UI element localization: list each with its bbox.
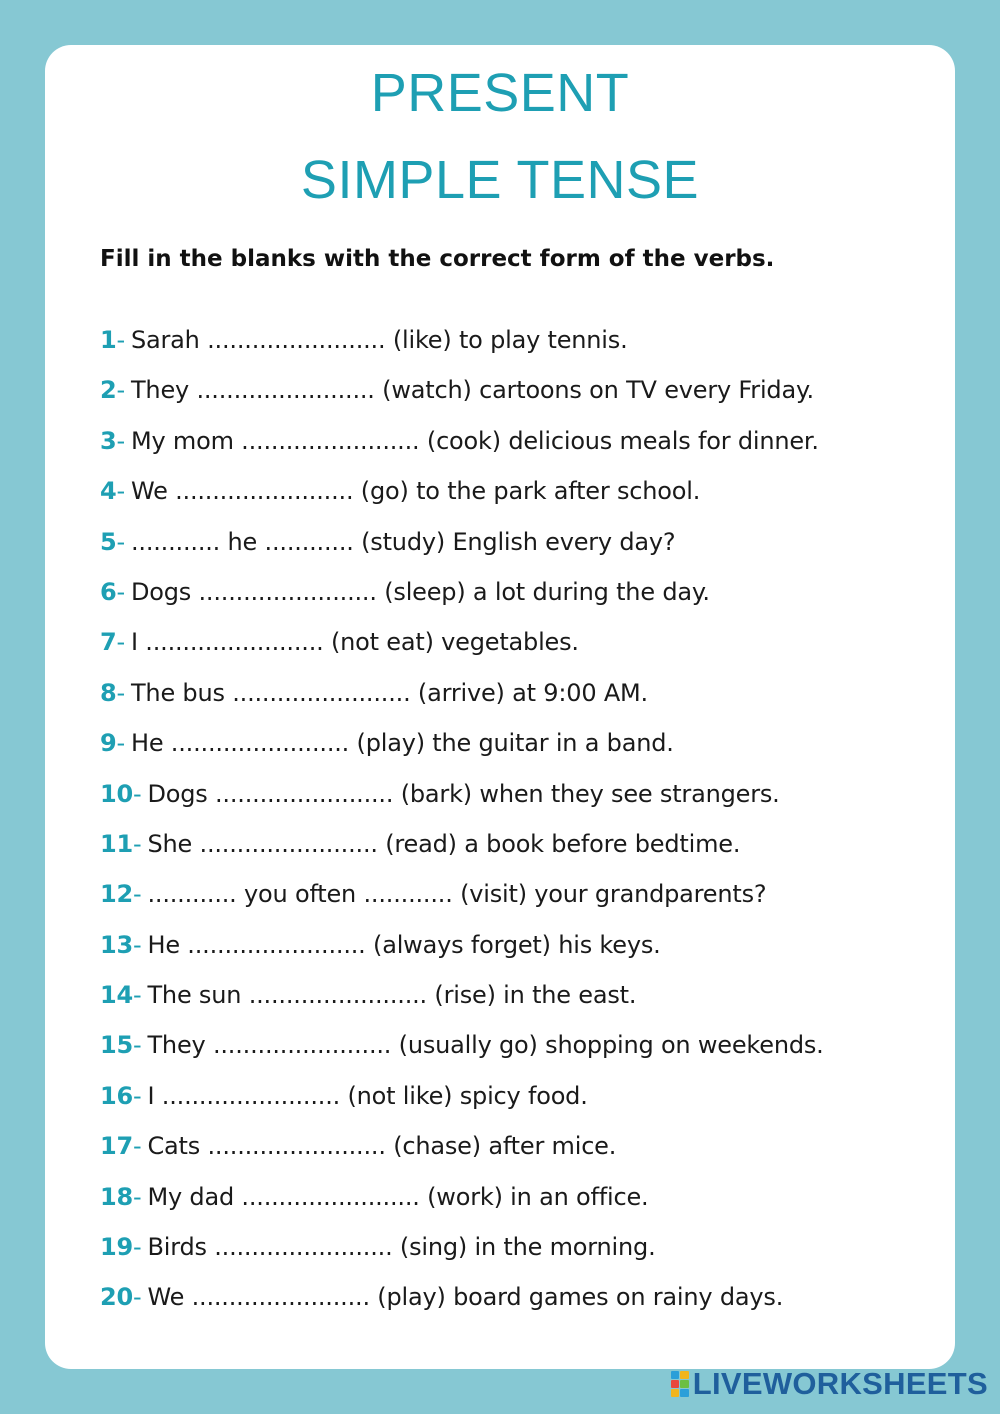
exercise-item <box>100 1126 930 1176</box>
exercise-number: 15 <box>100 1031 133 1060</box>
exercise-number: 7 <box>100 628 117 657</box>
exercise-sentence: Birds ........................ (sing) in the morning. <box>147 1233 656 1262</box>
exercise-number-dash: - <box>133 779 142 808</box>
exercise-item <box>100 925 930 975</box>
exercise-number: 10 <box>100 779 133 808</box>
exercise-item <box>100 1277 930 1327</box>
exercise-number-dash: - <box>116 426 125 455</box>
instruction-text: Fill in the blanks with the correct form of the verbs. <box>100 246 775 272</box>
exercise-sentence: My dad ........................ (work) in an office. <box>147 1182 649 1211</box>
exercise-number-dash: - <box>133 1132 142 1161</box>
exercise-number-dash: - <box>116 376 125 405</box>
exercise-number-dash: - <box>116 326 125 354</box>
exercise-number-dash: - <box>116 729 125 758</box>
exercise-item <box>100 774 930 824</box>
exercise-sentence: She ........................ (read) a book before bedtime. <box>147 829 741 858</box>
exercise-number-dash: - <box>133 880 142 909</box>
exercise-item <box>100 572 930 622</box>
exercise-item <box>100 421 930 471</box>
logo-text: LIVEWORKSHEETS <box>692 1366 988 1401</box>
exercise-sentence: The sun ........................ (rise) in the east. <box>147 981 637 1010</box>
exercise-number: 16 <box>100 1081 133 1110</box>
liveworksheets-logo[interactable] <box>671 1366 988 1402</box>
exercise-number-dash: - <box>133 1233 142 1262</box>
exercise-sentence: He ........................ (always forget) his keys. <box>147 930 661 959</box>
exercise-item <box>100 824 930 874</box>
exercise-item <box>100 723 930 773</box>
exercise-number-dash: - <box>116 678 125 707</box>
exercise-number: 19 <box>100 1233 133 1262</box>
exercise-number: 17 <box>100 1132 133 1161</box>
exercise-sentence: We ........................ (play) board games on rainy days. <box>147 1283 784 1312</box>
exercise-sentence: I ........................ (not eat) vegetables. <box>130 628 579 657</box>
exercise-number: 8 <box>100 678 117 707</box>
title-line-1: PRESENT <box>370 63 630 123</box>
exercise-number: 6 <box>100 577 117 606</box>
exercise-sentence: My mom ........................ (cook) delicious meals for dinner. <box>130 426 819 455</box>
exercise-item <box>100 874 930 924</box>
exercise-sentence: We ........................ (go) to the park after school. <box>130 477 701 506</box>
exercise-number-dash: - <box>133 930 142 959</box>
exercise-sentence: The bus ........................ (arrive) at 9:00 AM. <box>130 678 648 707</box>
exercise-number-dash: - <box>133 981 142 1010</box>
exercise-sentence: Dogs ........................ (bark) when they see strangers. <box>147 779 780 808</box>
exercise-sentence: ............ you often ............ (visit) your grandparents? <box>147 880 767 909</box>
exercise-sentence: They ........................ (watch) cartoons on TV every Friday. <box>130 376 814 405</box>
exercise-item <box>100 320 930 370</box>
exercise-item <box>100 1025 930 1075</box>
title-line-2: SIMPLE TENSE <box>300 150 700 210</box>
exercise-number-dash: - <box>116 628 125 657</box>
exercise-number: 18 <box>100 1182 133 1211</box>
exercise-item <box>100 370 930 420</box>
exercise-number-dash: - <box>133 829 142 858</box>
exercise-number: 3 <box>100 426 117 455</box>
exercise-item <box>100 1227 930 1277</box>
exercise-number: 20 <box>100 1283 133 1312</box>
exercise-number-dash: - <box>133 1081 142 1110</box>
exercise-number-dash: - <box>116 527 125 556</box>
exercise-number: 9 <box>100 729 117 758</box>
exercise-sentence: ............ he ............ (study) English every day? <box>130 527 676 556</box>
worksheet-card <box>45 45 955 1369</box>
exercise-number-dash: - <box>116 477 125 506</box>
exercise-number: 5 <box>100 527 117 556</box>
exercise-sentence: Sarah ........................ (like) to play tennis. <box>130 326 628 354</box>
exercise-sentence: They ........................ (usually go) shopping on weekends. <box>147 1031 824 1060</box>
exercise-item <box>100 471 930 521</box>
exercise-sentence: I ........................ (not like) spicy food. <box>147 1081 588 1110</box>
exercise-number-dash: - <box>116 577 125 606</box>
exercise-number: 14 <box>100 981 133 1010</box>
exercise-number-dash: - <box>133 1283 142 1312</box>
exercise-list <box>100 320 930 1328</box>
exercise-item <box>100 975 930 1025</box>
exercise-sentence: He ........................ (play) the guitar in a band. <box>130 729 674 758</box>
exercise-number: 13 <box>100 930 133 959</box>
exercise-sentence: Dogs ........................ (sleep) a lot during the day. <box>130 577 710 606</box>
exercise-item <box>100 522 930 572</box>
exercise-number: 1 <box>100 326 117 354</box>
exercise-item <box>100 1177 930 1227</box>
exercise-number: 2 <box>100 376 117 405</box>
exercise-number-dash: - <box>133 1031 142 1060</box>
exercise-number: 11 <box>100 829 133 858</box>
exercise-number-dash: - <box>133 1182 142 1211</box>
exercise-item <box>100 673 930 723</box>
liveworksheets-logo-icon <box>671 1371 689 1397</box>
exercise-item <box>100 622 930 672</box>
exercise-number: 12 <box>100 880 133 909</box>
exercise-sentence: Cats ........................ (chase) after mice. <box>147 1132 617 1161</box>
exercise-item <box>100 1076 930 1126</box>
exercise-number: 4 <box>100 477 117 506</box>
